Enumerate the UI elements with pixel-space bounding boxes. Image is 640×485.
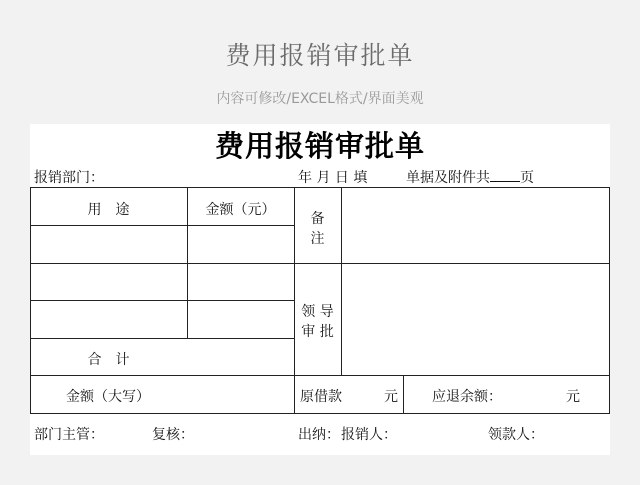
amount-caps-label: 金额（大写） — [66, 389, 150, 405]
recipient-label: 领款人： — [488, 427, 544, 443]
remark-label-2: 注 — [310, 231, 325, 247]
col-purpose-header: 用 途 — [87, 202, 130, 218]
refund-label: 应退余额： — [432, 389, 502, 405]
page-subheading: 内容可修改/EXCEL格式/界面美观 — [216, 91, 424, 107]
form-title: 费用报销审批单 — [214, 129, 425, 163]
col-amount-header: 金额（元） — [205, 202, 276, 218]
applicant-label: 报销人： — [341, 427, 397, 443]
leader-label-1: 领 导 — [301, 304, 334, 320]
manager-label: 部门主管： — [34, 427, 104, 443]
total-label: 合 计 — [87, 352, 130, 368]
advance-label: 原借款 — [300, 389, 342, 405]
reimbursement-form — [30, 124, 610, 455]
reviewer-label: 复核： — [152, 427, 194, 443]
leader-label-2: 审 批 — [301, 324, 334, 340]
attachment-prefix: 单据及附件共 — [406, 170, 490, 186]
refund-unit: 元 — [566, 389, 580, 405]
date-label: 年 月 日 填 — [298, 170, 368, 186]
remark-label-1: 备 — [310, 211, 325, 227]
dept-label: 报销部门： — [34, 170, 104, 186]
cashier-label: 出纳： — [298, 427, 340, 443]
advance-unit: 元 — [384, 389, 398, 405]
attachment-suffix: 页 — [520, 170, 534, 186]
page-heading: 费用报销审批单 — [225, 41, 415, 70]
